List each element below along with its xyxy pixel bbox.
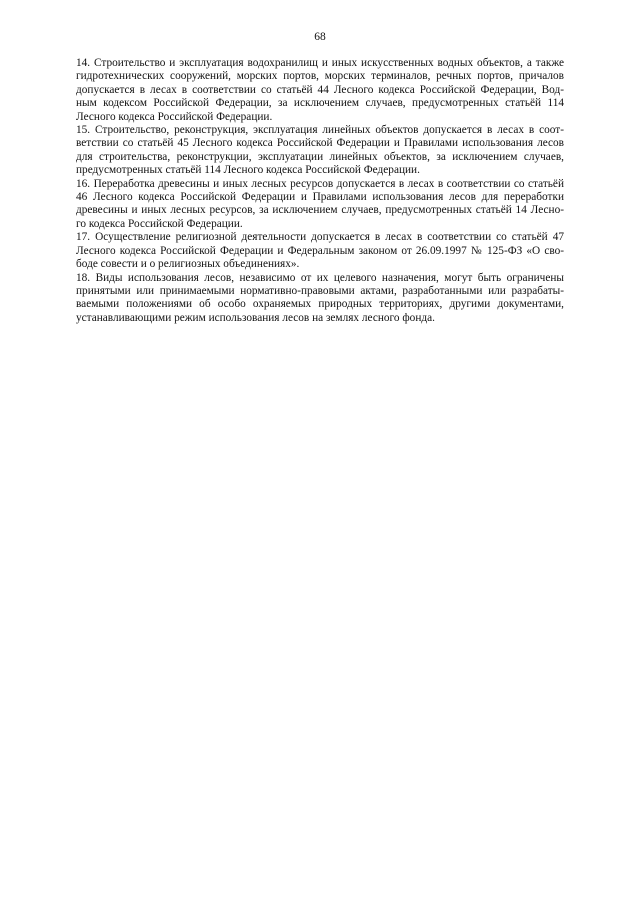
text-line: боде совести и о религиозных объединениях». — [76, 258, 300, 271]
text-line: устанавливающими режим использования лесов на землях лесного фонда. — [76, 311, 435, 324]
paragraph-16 — [76, 178, 564, 232]
text-line: Лесного кодекса Российской Федерации и Федеральным законом от 26.09.1997 № 125-ФЗ «О сво- — [76, 244, 564, 257]
page-number: 68 — [314, 31, 326, 43]
text-line: ветствии со статьёй 45 Лесного кодекса Российской Федерации и Правилами использования лесов — [76, 137, 564, 150]
text-line: допускается в лесах в соответствии со статьёй 44 Лесного кодекса Российской Федерации, Вод- — [76, 83, 564, 96]
text-line: для строительства, реконструкции, эксплуатации линейных объектов, за исключением случаев, — [76, 150, 564, 163]
text-line: го кодекса Российской Федерации. — [76, 217, 243, 230]
document-body — [76, 57, 564, 325]
paragraph-14 — [76, 57, 564, 124]
text-line: 18. Виды использования лесов, независимо от их целевого назначения, могут быть ограничены — [76, 271, 564, 284]
text-line: ваемыми положениями об особо охраняемых природных территориях, другими документами, — [76, 298, 564, 311]
text-line: Лесного кодекса Российской Федерации. — [76, 110, 273, 123]
paragraph-17 — [76, 231, 564, 271]
text-line: принятыми или принимаемыми нормативно-правовыми актами, разработанными или разрабаты- — [76, 284, 564, 297]
text-line: древесины и иных лесных ресурсов, за исключением случаев, предусмотренных статьёй 14 Лесно- — [76, 204, 564, 217]
paragraph-18 — [76, 272, 564, 326]
text-line: 15. Строительство, реконструкция, эксплуатация линейных объектов допускается в лесах в соот- — [76, 124, 564, 137]
text-line: 16. Переработка древесины и иных лесных ресурсов допускается в лесах в соответствии со статьёй — [76, 177, 564, 190]
text-line: 46 Лесного кодекса Российской Федерации и Правилами использования лесов для переработки — [76, 191, 564, 204]
text-line: 14. Строительство и эксплуатация водохранилищ и иных искусственных водных объектов, а также — [76, 57, 564, 69]
text-line: ным кодексом Российской Федерации, за исключением случаев, предусмотренных статьёй 114 — [76, 97, 564, 110]
text-line: гидротехнических сооружений, морских портов, морских терминалов, речных портов, причалов — [76, 70, 564, 83]
paragraph-15 — [76, 124, 564, 178]
text-line: 17. Осуществление религиозной деятельности допускается в лесах в соответствии со статьёй 47 — [76, 231, 564, 244]
text-line: предусмотренных статьёй 114 Лесного кодекса Российской Федерации. — [76, 164, 420, 177]
